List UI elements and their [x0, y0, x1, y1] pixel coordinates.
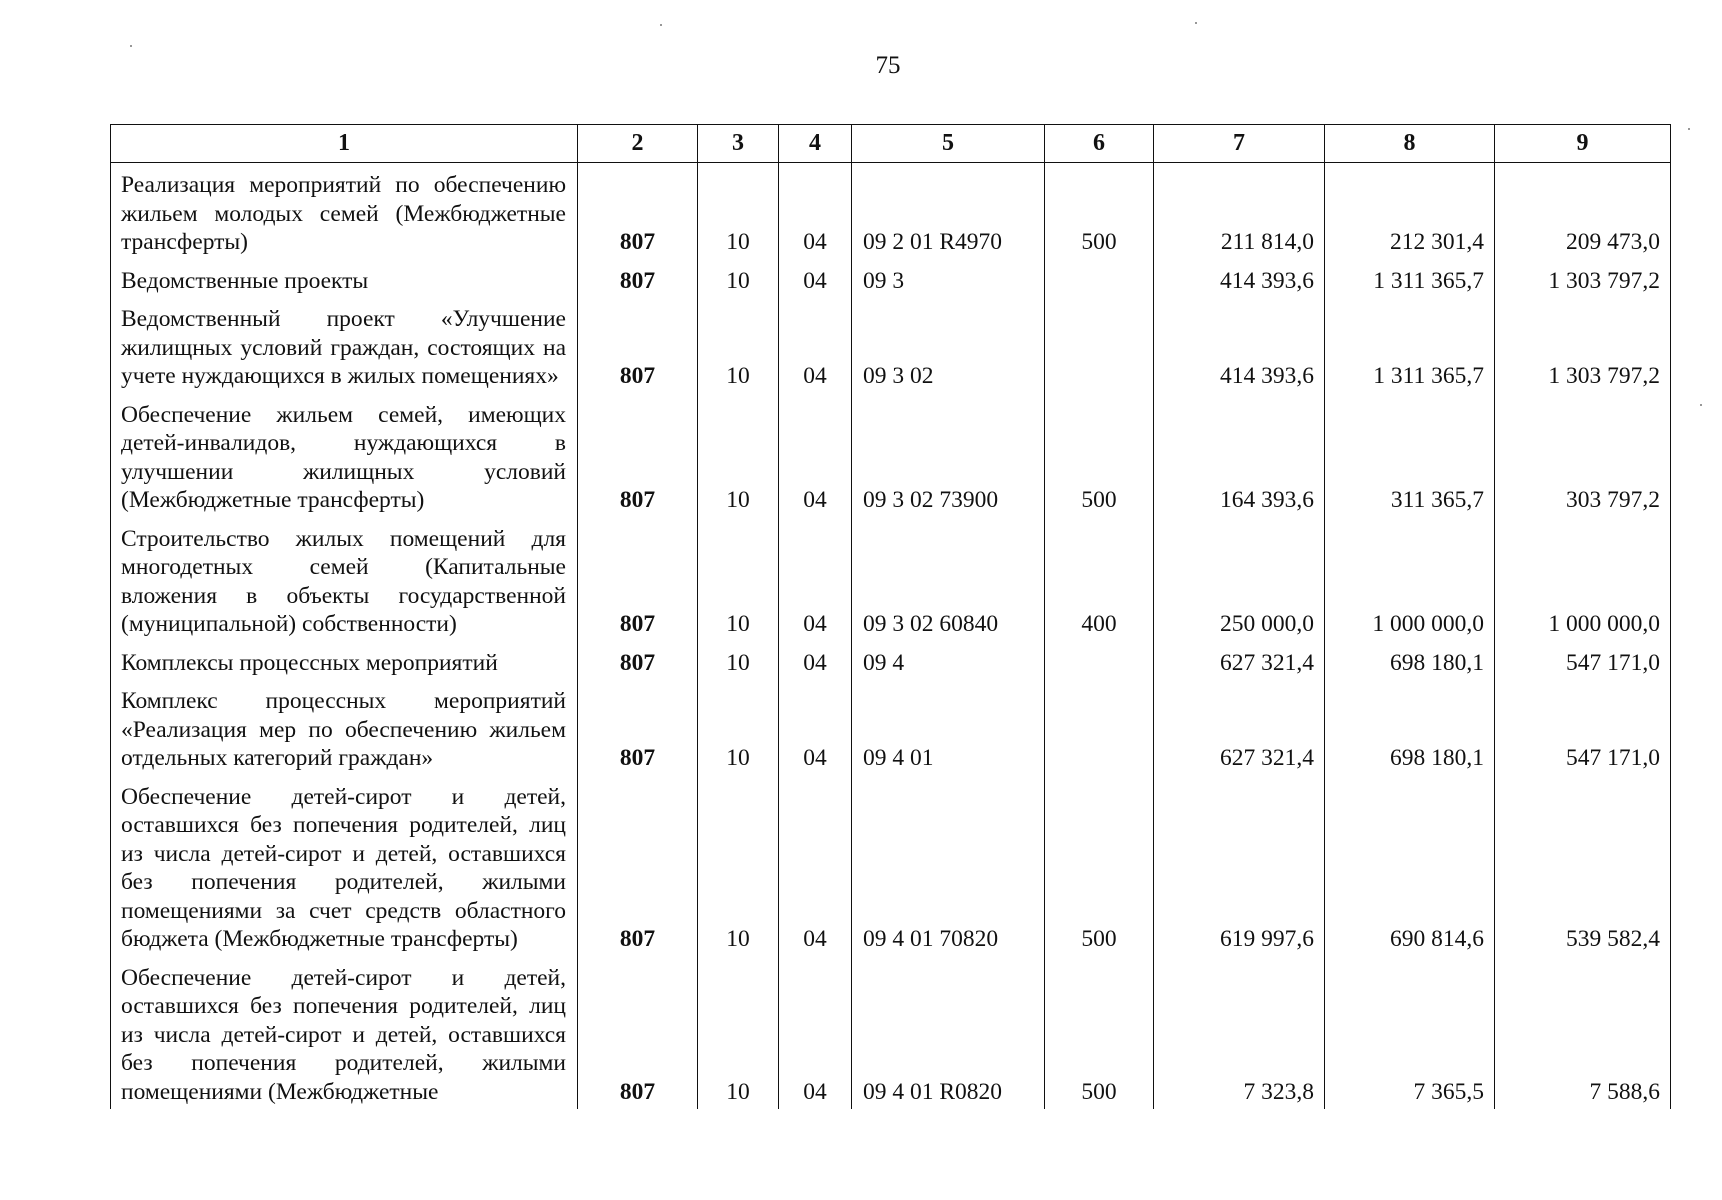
row-section: 10: [698, 163, 779, 260]
row-target-article: 09 4 01 R0820: [852, 957, 1045, 1110]
row-target-article: 09 2 01 R4970: [852, 163, 1045, 260]
row-amount-col8: 212 301,4: [1325, 163, 1495, 260]
scan-speck: [1195, 22, 1197, 24]
table-row: [111, 394, 1671, 518]
row-expense-type: [1045, 298, 1154, 394]
row-amount-col7: 211 814,0: [1154, 163, 1325, 260]
row-amount-col9: 1 303 797,2: [1495, 298, 1671, 394]
row-section: 10: [698, 518, 779, 642]
row-amount-col8: 690 814,6: [1325, 776, 1495, 957]
row-amount-col8: 311 365,7: [1325, 394, 1495, 518]
row-grbs-code: 807: [578, 260, 698, 299]
column-header-8: 8: [1325, 125, 1495, 163]
row-amount-col7: 627 321,4: [1154, 642, 1325, 681]
row-amount-col7: 627 321,4: [1154, 680, 1325, 776]
row-section: 10: [698, 642, 779, 681]
column-header-6: 6: [1045, 125, 1154, 163]
row-amount-col8: 7 365,5: [1325, 957, 1495, 1110]
row-amount-col7: 414 393,6: [1154, 260, 1325, 299]
table-row: [111, 642, 1671, 681]
row-expense-type: 400: [1045, 518, 1154, 642]
column-header-5: 5: [852, 125, 1045, 163]
row-target-article: 09 4 01: [852, 680, 1045, 776]
row-name: Комплекс процессных мероприятий «Реализация мер по обеспечению жильем отдельных категорий граждан»: [111, 680, 578, 776]
table-row: [111, 957, 1671, 1110]
row-name: Ведомственный проект «Улучшение жилищных условий граждан, состоящих на учете нуждающихся в жилых помещениях»: [111, 298, 578, 394]
column-header-9: 9: [1495, 125, 1671, 163]
row-amount-col9: 1 303 797,2: [1495, 260, 1671, 299]
row-expense-type: 500: [1045, 163, 1154, 260]
row-amount-col8: 1 311 365,7: [1325, 298, 1495, 394]
table-row: [111, 776, 1671, 957]
row-subsection: 04: [779, 642, 852, 681]
row-name: Обеспечение жильем семей, имеющих детей-инвалидов, нуждающихся в улучшении жилищных условий (Межбюджетные трансферты): [111, 394, 578, 518]
row-target-article: 09 4 01 70820: [852, 776, 1045, 957]
scan-speck: [130, 45, 132, 47]
row-section: 10: [698, 298, 779, 394]
row-expense-type: 500: [1045, 957, 1154, 1110]
column-header-3: 3: [698, 125, 779, 163]
row-amount-col9: 547 171,0: [1495, 680, 1671, 776]
row-amount-col8: 698 180,1: [1325, 642, 1495, 681]
row-subsection: 04: [779, 518, 852, 642]
table-row: [111, 680, 1671, 776]
row-name: Реализация мероприятий по обеспечению жильем молодых семей (Межбюджетные трансферты): [111, 163, 578, 260]
column-header-1: 1: [111, 125, 578, 163]
row-amount-col7: 619 997,6: [1154, 776, 1325, 957]
row-amount-col8: 698 180,1: [1325, 680, 1495, 776]
row-amount-col7: 414 393,6: [1154, 298, 1325, 394]
row-target-article: 09 3 02: [852, 298, 1045, 394]
row-amount-col9: 209 473,0: [1495, 163, 1671, 260]
scan-speck: [1700, 404, 1702, 406]
row-name: Строительство жилых помещений для многодетных семей (Капитальные вложения в объекты государственной (муниципальной) собственности): [111, 518, 578, 642]
column-header-4: 4: [779, 125, 852, 163]
row-expense-type: [1045, 260, 1154, 299]
row-name: Обеспечение детей-сирот и детей, оставшихся без попечения родителей, лиц из числа детей-сирот и детей, оставшихся без попечения родителей, жилыми помещениями за счет средств областного бюджета (Межбюджетные трансферты): [111, 776, 578, 957]
table-row: [111, 163, 1671, 260]
column-header-7: 7: [1154, 125, 1325, 163]
row-grbs-code: 807: [578, 957, 698, 1110]
row-expense-type: 500: [1045, 776, 1154, 957]
table-header-row: [111, 125, 1671, 163]
row-amount-col7: 164 393,6: [1154, 394, 1325, 518]
row-amount-col8: 1 311 365,7: [1325, 260, 1495, 299]
row-target-article: 09 3 02 60840: [852, 518, 1045, 642]
table-row: [111, 518, 1671, 642]
row-amount-col8: 1 000 000,0: [1325, 518, 1495, 642]
row-grbs-code: 807: [578, 776, 698, 957]
row-amount-col9: 547 171,0: [1495, 642, 1671, 681]
row-grbs-code: 807: [578, 680, 698, 776]
row-subsection: 04: [779, 957, 852, 1110]
row-target-article: 09 3 02 73900: [852, 394, 1045, 518]
row-subsection: 04: [779, 298, 852, 394]
row-expense-type: [1045, 680, 1154, 776]
row-section: 10: [698, 394, 779, 518]
row-section: 10: [698, 680, 779, 776]
row-expense-type: [1045, 642, 1154, 681]
row-name: Ведомственные проекты: [111, 260, 578, 299]
row-grbs-code: 807: [578, 394, 698, 518]
row-amount-col7: 7 323,8: [1154, 957, 1325, 1110]
row-section: 10: [698, 776, 779, 957]
row-expense-type: 500: [1045, 394, 1154, 518]
column-header-2: 2: [578, 125, 698, 163]
row-subsection: 04: [779, 680, 852, 776]
row-name: Комплексы процессных мероприятий: [111, 642, 578, 681]
page-number: 75: [875, 52, 901, 79]
row-subsection: 04: [779, 394, 852, 518]
row-amount-col9: 303 797,2: [1495, 394, 1671, 518]
row-target-article: 09 4: [852, 642, 1045, 681]
row-grbs-code: 807: [578, 518, 698, 642]
row-amount-col9: 7 588,6: [1495, 957, 1671, 1110]
row-section: 10: [698, 260, 779, 299]
row-section: 10: [698, 957, 779, 1110]
row-subsection: 04: [779, 260, 852, 299]
row-grbs-code: 807: [578, 298, 698, 394]
table-row: [111, 298, 1671, 394]
scan-speck: [660, 24, 662, 26]
scan-speck: [1688, 128, 1690, 130]
row-grbs-code: 807: [578, 642, 698, 681]
row-grbs-code: 807: [578, 163, 698, 260]
table-row: [111, 260, 1671, 299]
row-amount-col7: 250 000,0: [1154, 518, 1325, 642]
row-subsection: 04: [779, 163, 852, 260]
row-subsection: 04: [779, 776, 852, 957]
budget-table: [110, 124, 1671, 1109]
row-name: Обеспечение детей-сирот и детей, оставшихся без попечения родителей, лиц из числа детей-сирот и детей, оставшихся без попечения родителей, жилыми помещениями (Межбюджетные: [111, 957, 578, 1110]
row-amount-col9: 1 000 000,0: [1495, 518, 1671, 642]
row-target-article: 09 3: [852, 260, 1045, 299]
row-amount-col9: 539 582,4: [1495, 776, 1671, 957]
